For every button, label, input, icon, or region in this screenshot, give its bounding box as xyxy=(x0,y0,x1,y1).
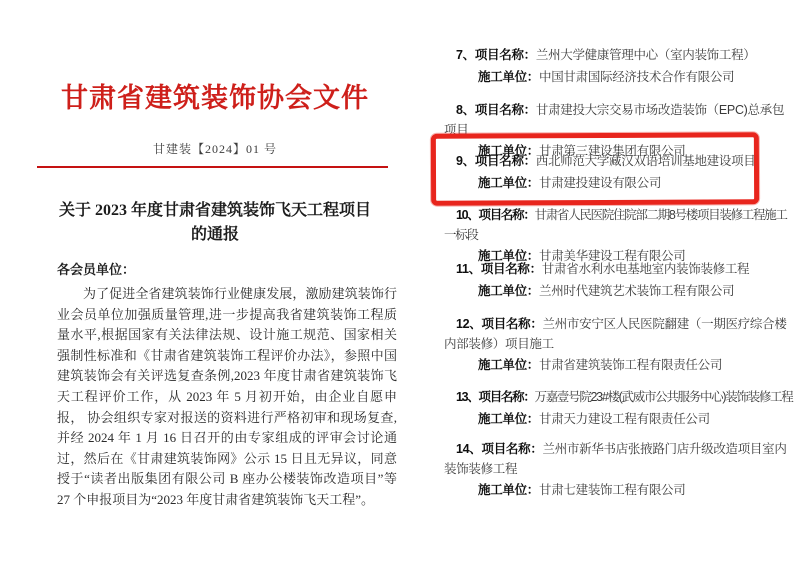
contractor-label: 施工单位： xyxy=(478,483,540,497)
project-number: 9、 xyxy=(456,154,475,168)
project-item-10 xyxy=(444,206,796,267)
project-list-page xyxy=(444,0,796,567)
contractor-label: 施工单位： xyxy=(478,144,540,158)
project-name-line xyxy=(444,315,796,354)
contractor-label: 施工单位： xyxy=(478,69,540,84)
project-name-value: 甘肃省水利水电基地室内装饰装修工程 xyxy=(541,262,750,276)
project-name-line xyxy=(444,388,796,408)
project-number: 10、 xyxy=(456,208,479,222)
contractor-line xyxy=(444,282,796,302)
contractor-label: 施工单位： xyxy=(478,249,540,263)
project-name-label: 项目名称： xyxy=(478,390,535,404)
project-item-14 xyxy=(444,440,796,501)
project-number: 8、 xyxy=(456,103,475,117)
contractor-line xyxy=(444,410,796,430)
doc-number: 甘建装【2024】01 号 xyxy=(152,142,277,156)
body-paragraph: 为了促进全省建筑装饰行业健康发展，激励建筑装饰行业会员单位加强质量管理,进一步提高我省建筑装饰工程质量水平,根据国家有关法律法规、设计施工规范、国家相关强制性标准和《甘肃省建筑装饰工程评价办法》，参照中国建筑装饰会有关评选复查条例,2023 年度甘肃省建筑装饰飞天工程评价工作，从 2023 年 5 月初开始，由企业自愿申报， 协会组织专家对报送的资料进行严格初审和现场复查,并经 2024 年 1 月 16 日召开的由专家组成的评审会讨论通过，然后在《甘肃建筑装饰网》公示 15 日且无异议，同意授于“读者出版集团有限公司 B 座办公楼装饰改造项目”等 27 个申报项目为“2023 年度甘肃省建筑装饰飞天工程”。 xyxy=(57,286,397,507)
project-name-value: 甘肃省人民医院住院部二期8号楼项目装修工程施工一标段 xyxy=(444,208,787,242)
document-front-page xyxy=(35,0,395,567)
contractor-value: 甘肃建投建设有限公司 xyxy=(539,175,662,190)
doc-heading xyxy=(35,199,395,247)
project-name-label: 项目名称： xyxy=(481,442,543,456)
project-item-13 xyxy=(444,388,796,429)
project-number: 7、 xyxy=(456,48,475,62)
project-name-line xyxy=(444,46,796,66)
contractor-label: 施工单位： xyxy=(478,175,540,190)
contractor-value: 甘肃天力建设工程有限责任公司 xyxy=(539,411,710,426)
contractor-label: 施工单位： xyxy=(478,358,540,372)
project-name-value: 兰州市新华书店张掖路门店升级改造项目室内装饰装修工程 xyxy=(444,442,787,476)
contractor-label: 施工单位： xyxy=(478,283,540,298)
contractor-value: 兰州时代建筑艺术装饰工程有限公司 xyxy=(539,283,735,298)
project-name-value: 甘肃建投大宗交易市场改造装饰（EPC)总承包项目 xyxy=(444,103,785,137)
project-number: 11、 xyxy=(456,262,481,276)
contractor-line xyxy=(444,68,796,88)
project-name-line xyxy=(444,440,796,479)
project-name-label: 项目名称： xyxy=(480,262,542,276)
project-name-label: 项目名称： xyxy=(474,48,536,62)
contractor-value: 中国甘肃国际经济技术合作有限公司 xyxy=(539,69,735,84)
contractor-value: 甘肃美华建设工程有限公司 xyxy=(539,249,686,263)
red-divider-rule xyxy=(37,166,388,168)
project-name-label: 项目名称： xyxy=(474,154,536,168)
project-name-value: 西北师范大学藏汉双语培训基地建设项目 xyxy=(535,154,756,168)
doc-heading-line2: 的通报 xyxy=(190,226,239,243)
project-item-12 xyxy=(444,315,796,376)
contractor-line xyxy=(444,356,796,376)
project-item-7 xyxy=(444,46,796,87)
salutation: 各会员单位： xyxy=(57,262,136,277)
project-name-line xyxy=(444,260,796,280)
project-name-value: 兰州大学健康管理中心（室内装饰工程） xyxy=(535,48,756,62)
project-name-label: 项目名称： xyxy=(481,317,543,331)
contractor-value: 甘肃第三建设集团有限公司 xyxy=(539,144,686,158)
project-name-value: 万嘉壹号院23#楼(武威市公共服务中心)装饰装修工程 xyxy=(534,390,793,404)
project-name-value: 兰州市安宁区人民医院翻建（一期医疗综合楼内部装修）项目施工 xyxy=(444,317,787,351)
project-name-label: 项目名称： xyxy=(474,103,536,117)
project-name-label: 项目名称： xyxy=(478,208,535,222)
project-number: 12、 xyxy=(456,317,482,331)
project-number: 13、 xyxy=(456,390,479,404)
contractor-value: 甘肃省建筑装饰工程有限责任公司 xyxy=(539,358,723,372)
doc-heading-line1: 关于 2023 年度甘肃省建筑装饰飞天工程项目 xyxy=(58,202,371,219)
contractor-value: 甘肃七建装饰工程有限公司 xyxy=(539,483,686,497)
contractor-line xyxy=(444,481,796,501)
project-number: 14、 xyxy=(456,442,482,456)
project-item-11 xyxy=(444,260,796,301)
highlight-rectangle xyxy=(431,132,759,205)
contractor-label: 施工单位： xyxy=(478,411,540,426)
project-name-line xyxy=(444,206,796,245)
org-title: 甘肃省建筑装饰协会文件 xyxy=(61,83,369,113)
